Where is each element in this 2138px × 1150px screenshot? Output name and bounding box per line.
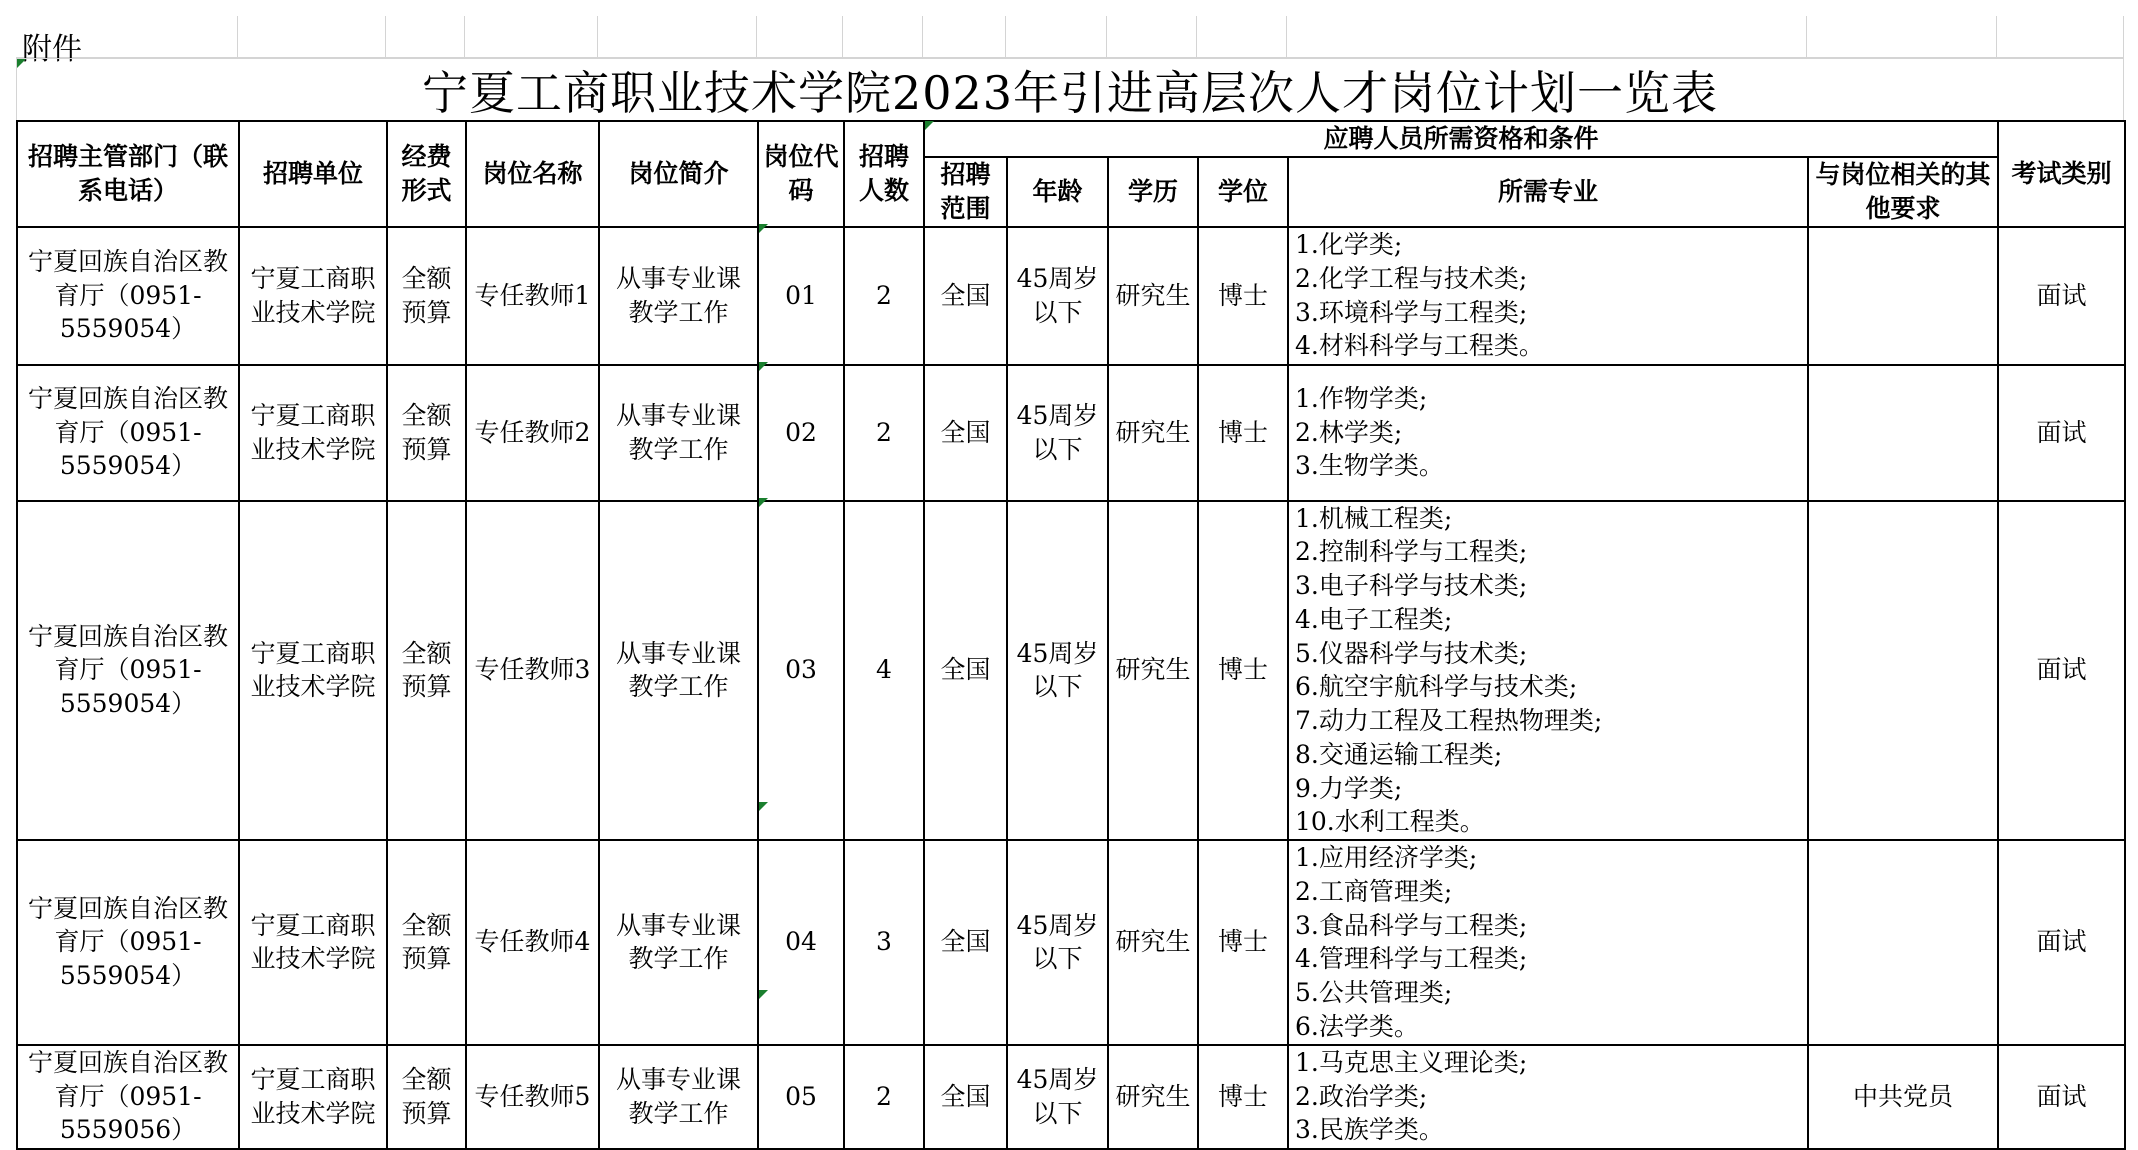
cell-other[interactable]: 中共党员 xyxy=(1808,1045,1998,1149)
major-item: 3.电子科学与技术类; xyxy=(1295,571,1528,600)
grid-cell[interactable] xyxy=(1006,16,1107,58)
cell-education[interactable]: 研究生 xyxy=(1108,227,1198,365)
major-item: 4.电子工程类; xyxy=(1295,604,1453,634)
cell-scope[interactable]: 全国 xyxy=(924,501,1007,841)
cell-unit[interactable]: 宁夏工商职业技术学院 xyxy=(239,840,387,1045)
cell-funding[interactable]: 全额预算 xyxy=(387,365,466,501)
cell-dept[interactable]: 宁夏回族自治区教育厅（0951-5559054） xyxy=(17,840,239,1045)
header-dept[interactable]: 招聘主管部门（联系电话） xyxy=(17,121,239,227)
grid-cell[interactable] xyxy=(1197,16,1287,58)
cell-count[interactable]: 2 xyxy=(844,365,924,501)
major-item: 4.材料科学与工程类。 xyxy=(1295,331,1544,361)
cell-majors[interactable] xyxy=(1288,1045,1808,1149)
grid-cell[interactable] xyxy=(757,16,843,58)
grid-cell[interactable] xyxy=(1107,16,1197,58)
major-item: 2.化学工程与技术类; xyxy=(1295,263,1528,293)
grid-cell[interactable] xyxy=(1287,16,1807,58)
comment-marker-icon xyxy=(759,990,768,999)
cell-unit[interactable]: 宁夏工商职业技术学院 xyxy=(239,227,387,365)
grid-cell[interactable] xyxy=(238,16,386,58)
comment-marker-icon xyxy=(17,59,26,68)
cell-post-name[interactable]: 专任教师2 xyxy=(466,365,599,501)
header-post-code[interactable]: 岗位代码 xyxy=(758,121,844,227)
cell-other[interactable] xyxy=(1808,365,1998,501)
major-item: 1.化学类; xyxy=(1295,230,1403,259)
cell-post-name[interactable]: 专任教师1 xyxy=(466,227,599,365)
major-item: 2.政治学类; xyxy=(1295,1081,1428,1111)
cell-education[interactable]: 研究生 xyxy=(1108,840,1198,1045)
cell-unit[interactable]: 宁夏工商职业技术学院 xyxy=(239,1045,387,1149)
major-item: 1.应用经济学类; xyxy=(1295,843,1478,872)
major-item: 3.生物学类。 xyxy=(1295,451,1444,481)
title-cell[interactable] xyxy=(16,58,2124,120)
header-exam[interactable]: 考试类别 xyxy=(1998,121,2125,227)
blank-grid-row xyxy=(16,16,2124,58)
grid-cell[interactable] xyxy=(465,16,598,58)
major-item: 5.仪器科学与技术类; xyxy=(1295,638,1528,668)
major-item: 4.管理科学与工程类; xyxy=(1295,944,1528,974)
cell-majors[interactable] xyxy=(1288,365,1808,501)
cell-count[interactable]: 4 xyxy=(844,501,924,841)
cell-age[interactable]: 45周岁以下 xyxy=(1007,227,1108,365)
header-degree[interactable]: 学位 xyxy=(1198,157,1288,227)
grid-cell[interactable] xyxy=(1997,16,2124,58)
major-item: 1.作物学类; xyxy=(1295,383,1428,413)
cell-exam[interactable]: 面试 xyxy=(1998,1045,2125,1149)
header-requirements-group[interactable]: 应聘人员所需资格和条件 xyxy=(924,121,1998,157)
cell-scope[interactable]: 全国 xyxy=(924,227,1007,365)
cell-majors[interactable] xyxy=(1288,501,1808,841)
cell-education[interactable]: 研究生 xyxy=(1108,501,1198,841)
major-item: 5.公共管理类; xyxy=(1295,978,1453,1007)
cell-degree[interactable]: 博士 xyxy=(1198,227,1288,365)
cell-post-desc[interactable]: 从事专业课教学工作 xyxy=(599,365,758,501)
cell-post-desc[interactable]: 从事专业课教学工作 xyxy=(599,501,758,841)
table-row xyxy=(17,501,2125,841)
cell-other[interactable] xyxy=(1808,840,1998,1045)
table-row xyxy=(17,227,2125,365)
comment-marker-icon xyxy=(759,224,768,233)
cell-exam[interactable]: 面试 xyxy=(1998,501,2125,841)
cell-other[interactable] xyxy=(1808,227,1998,365)
major-item: 7.动力工程及工程热物理类; xyxy=(1295,706,1603,735)
cell-unit[interactable]: 宁夏工商职业技术学院 xyxy=(239,365,387,501)
grid-cell[interactable] xyxy=(843,16,923,58)
cell-age[interactable]: 45周岁以下 xyxy=(1007,1045,1108,1149)
cell-dept[interactable]: 宁夏回族自治区教育厅（0951-5559054） xyxy=(17,365,239,501)
header-funding[interactable]: 经费形式 xyxy=(387,121,466,227)
table-row xyxy=(17,840,2125,1045)
major-item: 8.交通运输工程类; xyxy=(1295,739,1503,769)
cell-scope[interactable]: 全国 xyxy=(924,840,1007,1045)
major-item: 6.航空宇航科学与技术类; xyxy=(1295,672,1578,702)
header-education[interactable]: 学历 xyxy=(1108,157,1198,227)
cell-degree[interactable]: 博士 xyxy=(1198,1045,1288,1149)
comment-marker-icon xyxy=(759,802,768,811)
header-count[interactable]: 招聘人数 xyxy=(844,121,924,227)
major-item: 3.民族学类。 xyxy=(1295,1115,1444,1145)
cell-majors[interactable] xyxy=(1288,840,1808,1045)
cell-post-code[interactable]: 05 xyxy=(758,1045,844,1149)
cell-scope[interactable]: 全国 xyxy=(924,1045,1007,1149)
cell-degree[interactable]: 博士 xyxy=(1198,365,1288,501)
major-item: 2.林学类; xyxy=(1295,417,1403,447)
cell-degree[interactable]: 博士 xyxy=(1198,501,1288,841)
cell-degree[interactable]: 博士 xyxy=(1198,840,1288,1045)
major-item: 1.马克思主义理论类; xyxy=(1295,1047,1528,1077)
header-major[interactable]: 所需专业 xyxy=(1288,157,1808,227)
cell-post-code[interactable]: 04 xyxy=(758,840,844,1045)
attachment-label: 附件 xyxy=(22,32,82,67)
cell-exam[interactable]: 面试 xyxy=(1998,365,2125,501)
cell-scope[interactable]: 全国 xyxy=(924,365,1007,501)
cell-unit[interactable]: 宁夏工商职业技术学院 xyxy=(239,501,387,841)
cell-post-code[interactable]: 02 xyxy=(758,365,844,501)
cell-exam[interactable]: 面试 xyxy=(1998,227,2125,365)
cell-age[interactable]: 45周岁以下 xyxy=(1007,365,1108,501)
page-title: 宁夏工商职业技术学院2023年引进高层次人才岗位计划一览表 xyxy=(421,65,1719,120)
cell-funding[interactable]: 全额预算 xyxy=(387,1045,466,1149)
cell-funding[interactable]: 全额预算 xyxy=(387,501,466,841)
cell-post-name[interactable]: 专任教师4 xyxy=(466,840,599,1045)
major-item: 9.力学类; xyxy=(1295,773,1403,803)
major-item: 10.水利工程类。 xyxy=(1295,807,1485,837)
comment-marker-icon xyxy=(925,121,934,130)
header-scope[interactable]: 招聘范围 xyxy=(924,157,1007,227)
major-item: 6.法学类。 xyxy=(1295,1011,1419,1041)
header-post-desc[interactable]: 岗位简介 xyxy=(599,121,758,227)
major-item: 1.机械工程类; xyxy=(1295,503,1453,533)
table-row xyxy=(17,365,2125,501)
cell-count[interactable]: 2 xyxy=(844,1045,924,1149)
cell-post-code[interactable]: 03 xyxy=(758,501,844,841)
cell-post-desc[interactable]: 从事专业课教学工作 xyxy=(599,227,758,365)
cell-exam[interactable]: 面试 xyxy=(1998,840,2125,1045)
recruitment-table xyxy=(16,120,2126,1150)
cell-post-code[interactable]: 01 xyxy=(758,227,844,365)
major-item: 3.食品科学与工程类; xyxy=(1295,910,1528,940)
cell-funding[interactable]: 全额预算 xyxy=(387,227,466,365)
table-row xyxy=(17,1045,2125,1149)
cell-post-name[interactable]: 专任教师3 xyxy=(466,501,599,841)
major-item: 3.环境科学与工程类; xyxy=(1295,297,1528,327)
cell-funding[interactable]: 全额预算 xyxy=(387,840,466,1045)
cell-majors[interactable] xyxy=(1288,227,1808,365)
cell-count[interactable]: 3 xyxy=(844,840,924,1045)
cell-education[interactable]: 研究生 xyxy=(1108,365,1198,501)
cell-dept[interactable]: 宁夏回族自治区教育厅（0951-5559056） xyxy=(17,1045,239,1149)
comment-marker-icon xyxy=(759,498,768,507)
cell-post-desc[interactable]: 从事专业课教学工作 xyxy=(599,840,758,1045)
cell-dept[interactable]: 宁夏回族自治区教育厅（0951-5559054） xyxy=(17,501,239,841)
cell-education[interactable]: 研究生 xyxy=(1108,1045,1198,1149)
grid-cell[interactable] xyxy=(923,16,1006,58)
cell-dept[interactable]: 宁夏回族自治区教育厅（0951-5559054） xyxy=(17,227,239,365)
major-item: 2.控制科学与工程类; xyxy=(1295,537,1528,567)
cell-post-desc[interactable]: 从事专业课教学工作 xyxy=(599,1045,758,1149)
header-other[interactable]: 与岗位相关的其他要求 xyxy=(1808,157,1998,227)
cell-age[interactable]: 45周岁以下 xyxy=(1007,840,1108,1045)
major-item: 2.工商管理类; xyxy=(1295,876,1453,906)
cell-other[interactable] xyxy=(1808,501,1998,841)
grid-cell[interactable] xyxy=(386,16,465,58)
grid-cell[interactable] xyxy=(598,16,757,58)
grid-cell[interactable] xyxy=(1807,16,1997,58)
cell-count[interactable]: 2 xyxy=(844,227,924,365)
comment-marker-icon xyxy=(759,362,768,371)
header-unit[interactable]: 招聘单位 xyxy=(239,121,387,227)
cell-age[interactable]: 45周岁以下 xyxy=(1007,501,1108,841)
header-age[interactable]: 年龄 xyxy=(1007,157,1108,227)
header-post-name[interactable]: 岗位名称 xyxy=(466,121,599,227)
cell-post-name[interactable]: 专任教师5 xyxy=(466,1045,599,1149)
